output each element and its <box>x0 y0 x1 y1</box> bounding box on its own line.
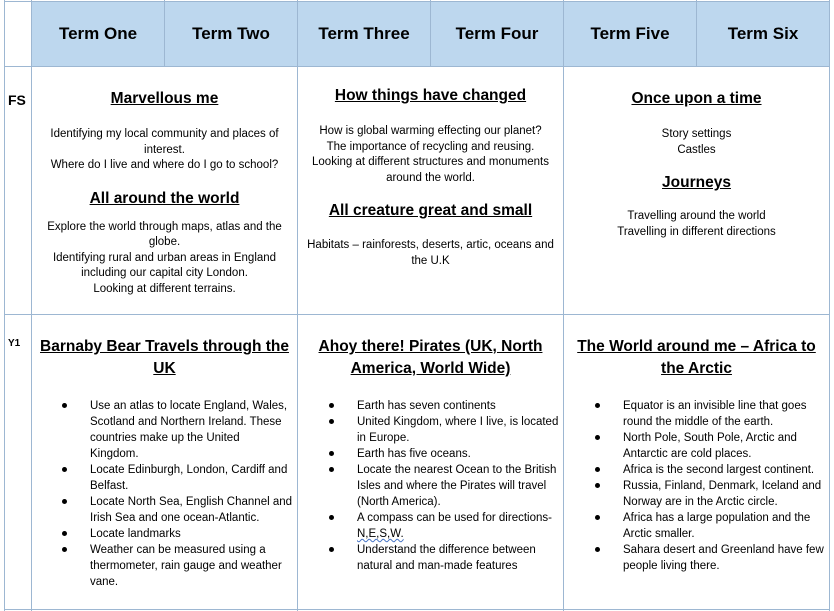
list-item-line: Kingdom. <box>90 448 139 460</box>
table-border-right <box>829 0 830 611</box>
bullet-icon <box>62 547 67 552</box>
list-item-line: Earth has five oceans. <box>357 448 471 460</box>
list-item <box>357 398 563 414</box>
y1-term-five-six-cell <box>564 336 829 574</box>
y1-topic-heading: America, World Wide) <box>350 360 511 377</box>
list-item-line: Africa has a large population and the <box>623 512 811 524</box>
term-six-header: Term Six <box>727 24 799 43</box>
fs-text-line: The importance of recycling and reusing. <box>326 140 535 153</box>
y1-term-three-four-cell <box>298 336 563 574</box>
y1-bullet-list <box>90 398 297 590</box>
fs-text-line: Explore the world through maps, atlas and the <box>47 220 282 233</box>
list-item-line: Equator is an invisible line that goes <box>623 400 807 412</box>
list-item <box>357 510 563 542</box>
list-item <box>623 462 829 478</box>
list-item <box>357 542 563 574</box>
fs-text-line: around the world. <box>386 171 475 184</box>
list-item-line: in Europe. <box>357 432 410 444</box>
list-item-line: people living there. <box>623 560 720 572</box>
bullet-icon <box>595 435 600 440</box>
bullet-icon <box>329 515 334 520</box>
list-item <box>357 414 563 446</box>
list-item-line: Scotland and Northern Ireland. These <box>90 416 282 428</box>
y1-topic-heading: the Arctic <box>661 360 732 377</box>
list-item-line: A compass can be used for directions- <box>357 512 552 524</box>
table-border-left <box>4 0 5 611</box>
bullet-icon <box>329 419 334 424</box>
list-item <box>623 510 829 542</box>
list-item-line: N,E,S,W. <box>357 528 404 540</box>
list-item-line: Locate North Sea, English Channel and <box>90 496 293 508</box>
list-item-line: natural and man-made features <box>357 560 518 572</box>
fs-text-line: the U.K <box>411 254 450 267</box>
fs-text-line: Looking at different structures and monuments <box>312 156 549 168</box>
list-item-line: North Pole, South Pole, Arctic and <box>623 432 797 444</box>
fs-text-line: Looking at different terrains. <box>93 282 236 295</box>
fs-topic-heading: Journeys <box>662 174 731 191</box>
list-item-line: Africa is the second largest continent. <box>623 464 815 476</box>
list-item <box>90 398 297 462</box>
term-one-header: Term One <box>58 24 138 43</box>
bullet-icon <box>329 451 334 456</box>
fs-text-line: globe. <box>148 236 181 248</box>
list-item-line: Sahara desert and Greenland have few <box>623 544 824 556</box>
list-item <box>357 462 563 510</box>
list-item-line: United Kingdom, where I live, is located <box>357 416 559 428</box>
list-item-line: Locate landmarks <box>90 528 181 540</box>
list-item-line: Belfast. <box>90 480 129 492</box>
list-item <box>623 430 829 462</box>
term-five-header: Term Five <box>590 24 670 43</box>
fs-topic-heading: All around the world <box>89 189 240 207</box>
list-item <box>90 494 297 526</box>
table-border-header-bottom <box>4 66 830 67</box>
fs-text-line: Habitats – rainforests, deserts, artic, oceans and <box>307 239 554 251</box>
list-item <box>90 462 297 494</box>
list-item-line: Understand the difference between <box>357 544 536 556</box>
list-item-line: thermometer, rain gauge and weather <box>90 560 282 572</box>
fs-topic-heading: All creature great and small <box>328 202 533 219</box>
fs-text-line: Story settings <box>661 128 732 140</box>
bullet-icon <box>329 403 334 408</box>
term-four-header: Term Four <box>455 24 539 43</box>
list-item-line: Locate Edinburgh, London, Cardiff and <box>90 464 288 476</box>
list-item-line: Antarctic are cold places. <box>623 448 752 460</box>
list-item-line: Norway are in the Arctic circle. <box>623 496 778 508</box>
fs-term-five-six-cell <box>564 88 829 240</box>
bullet-icon <box>329 467 334 472</box>
list-item-line: Weather can be measured using a <box>90 544 266 556</box>
list-item <box>623 398 829 430</box>
y1-row-label: Y1 <box>8 338 21 349</box>
y1-topic-heading: The World around me – Africa to <box>577 338 816 355</box>
fs-topic-heading: How things have changed <box>334 87 527 104</box>
fs-text-line: Identifying rural and urban areas in England <box>52 251 277 264</box>
bullet-icon <box>595 547 600 552</box>
bullet-icon <box>329 547 334 552</box>
bullet-icon <box>62 467 67 472</box>
list-item-line: (North America). <box>357 496 441 508</box>
list-item <box>90 526 297 542</box>
bullet-icon <box>595 483 600 488</box>
list-item-line: Arctic smaller. <box>623 528 695 540</box>
term-two-header: Term Two <box>192 24 270 43</box>
list-item-line: Irish Sea and one ocean-Atlantic. <box>90 512 260 524</box>
y1-topic-heading: Barnaby Bear Travels through the <box>40 338 289 355</box>
table-border-bottom <box>4 609 830 610</box>
bullet-icon <box>62 531 67 536</box>
bullet-icon <box>62 403 67 408</box>
fs-term-one-two-cell <box>32 88 297 297</box>
fs-text-line: including our capital city London. <box>81 267 248 279</box>
fs-term-three-four-cell <box>298 85 563 269</box>
list-item-line: vane. <box>90 576 119 588</box>
fs-text-line: Castles <box>677 143 716 156</box>
y1-term-one-two-cell <box>32 336 297 590</box>
fs-text-line: Where do I live and where do I go to school? <box>50 159 279 171</box>
fs-topic-heading: Marvellous me <box>110 90 219 107</box>
fs-topic-heading: Once upon a time <box>631 90 762 107</box>
bullet-icon <box>595 467 600 472</box>
list-item <box>357 446 563 462</box>
bullet-icon <box>62 499 67 504</box>
list-item-line: Russia, Finland, Denmark, Iceland and <box>623 480 822 492</box>
list-item-line: Earth has seven continents <box>357 400 496 412</box>
y1-bullet-list <box>623 398 829 574</box>
fs-text-line: interest. <box>144 143 185 156</box>
y1-bullet-list <box>357 398 563 574</box>
table-border-fs-bottom <box>4 314 830 315</box>
bullet-icon <box>595 403 600 408</box>
y1-topic-heading: Ahoy there! Pirates (UK, North <box>318 338 543 355</box>
fs-row-label: FS <box>8 92 26 108</box>
fs-text-line: Identifying my local community and places of <box>50 128 279 140</box>
list-item-line: Isles and where the Pirates will travel <box>357 480 547 492</box>
fs-text-line: How is global warming effecting our planet? <box>319 125 542 137</box>
term-three-header: Term Three <box>318 24 410 43</box>
list-item <box>90 542 297 590</box>
bullet-icon <box>595 515 600 520</box>
list-item <box>623 478 829 510</box>
list-item-line: Use an atlas to locate England, Wales, <box>90 400 288 412</box>
list-item <box>623 542 829 574</box>
list-item-line: Locate the nearest Ocean to the British <box>357 464 557 476</box>
list-item-line: countries make up the United <box>90 432 240 444</box>
fs-text-line: Travelling around the world <box>627 210 766 222</box>
y1-topic-heading: UK <box>153 360 176 377</box>
list-item-line: round the middle of the earth. <box>623 416 774 428</box>
fs-text-line: Travelling in different directions <box>617 225 776 238</box>
